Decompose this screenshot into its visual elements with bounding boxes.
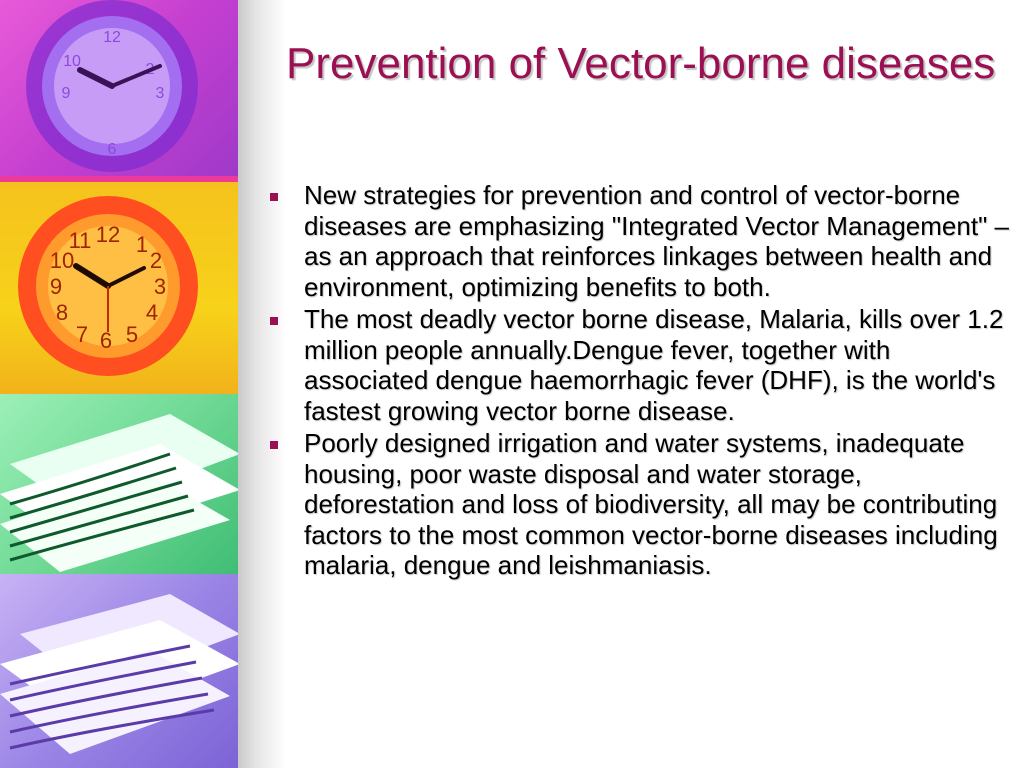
decorative-image-strip: [0, 0, 240, 768]
green-pages-icon: [0, 394, 240, 574]
svg-text:9: 9: [61, 85, 71, 102]
orange-clock-tile: [0, 182, 240, 394]
svg-text:11: 11: [68, 228, 92, 253]
svg-text:6: 6: [107, 141, 117, 158]
svg-text:5: 5: [125, 322, 139, 347]
svg-text:12: 12: [95, 222, 121, 247]
bullet-list: [268, 180, 1018, 583]
svg-text:1: 1: [135, 232, 149, 257]
svg-text:10: 10: [49, 248, 75, 273]
slide-title: Prevention of Vector-borne diseases: [286, 39, 996, 88]
svg-text:6: 6: [99, 328, 113, 353]
purple-clock-icon: [0, 0, 240, 182]
svg-text:8: 8: [55, 300, 69, 325]
svg-text:7: 7: [75, 322, 89, 347]
svg-text:9: 9: [49, 274, 63, 299]
purple-pages-icon: [0, 574, 240, 768]
svg-text:12: 12: [103, 29, 121, 46]
bullet-item: [268, 304, 1018, 426]
svg-text:10: 10: [63, 53, 81, 70]
svg-text:3: 3: [155, 85, 165, 102]
purple-clock-tile: [0, 0, 240, 182]
bullet-item: [268, 428, 1018, 581]
orange-clock-icon: [0, 182, 240, 394]
green-pages-tile: [0, 394, 240, 574]
svg-text:4: 4: [145, 300, 159, 325]
bullet-text: Poorly designed irrigation and water systems, inadequate housing, poor waste disposal and water storage, deforestation and loss of biodiversity, all may be contributing factors to the most common vector-borne diseases including malaria, dengue and leishmaniasis.: [304, 428, 998, 580]
square-bullet-icon: [270, 317, 278, 325]
purple-pages-tile: [0, 574, 240, 768]
bullet-text: The most deadly vector borne disease, Malaria, kills over 1.2 million people annually.Dengue fever, together with associated dengue haemorrhagic fever (DHF), is the world's fastest growing vector borne disease.: [304, 304, 1004, 426]
square-bullet-icon: [270, 441, 278, 449]
bullet-text: New strategies for prevention and control of vector-borne diseases are emphasizing "Integrated Vector Management" – as an approach that reinforces linkages between health and environment, optimizing benefits to both.: [304, 180, 1009, 302]
svg-text:3: 3: [153, 274, 167, 299]
bullet-item: [268, 180, 1018, 302]
svg-text:2: 2: [149, 248, 163, 273]
square-bullet-icon: [270, 193, 278, 201]
